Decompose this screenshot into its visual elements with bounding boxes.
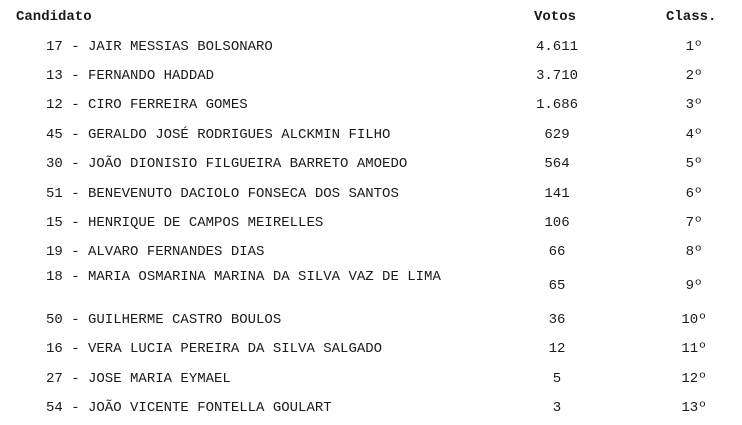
- vote-count: 3.710: [535, 68, 578, 84]
- rank: 7º: [685, 215, 703, 231]
- rank: 2º: [685, 68, 703, 84]
- candidate-name: 18 - MARIA OSMARINA MARINA DA SILVA VAZ DE LIMA: [46, 269, 441, 285]
- candidate-name: 30 - JOÃO DIONISIO FILGUEIRA BARRETO AMOEDO: [46, 156, 408, 172]
- rank: 1º: [685, 39, 703, 55]
- header-rank: Class.: [666, 9, 717, 25]
- candidate-name: 17 - JAIR MESSIAS BOLSONARO: [46, 39, 273, 55]
- table-row: [0, 67, 742, 87]
- candidate-name: 19 - ALVARO FERNANDES DIAS: [46, 244, 265, 260]
- vote-count: 4.611: [535, 39, 578, 55]
- rank: 4º: [685, 127, 703, 143]
- candidate-name: 16 - VERA LUCIA PEREIRA DA SILVA SALGADO: [46, 341, 383, 357]
- table-row: [0, 370, 742, 390]
- table-row: [0, 243, 742, 263]
- candidate-name: 51 - BENEVENUTO DACIOLO FONSECA DOS SANTOS: [46, 186, 399, 202]
- vote-count: 1.686: [535, 97, 578, 113]
- vote-count: 66: [548, 244, 566, 260]
- vote-count: 65: [548, 278, 566, 294]
- table-row: [0, 38, 742, 58]
- candidate-name: 13 - FERNANDO HADDAD: [46, 68, 215, 84]
- candidate-name: 50 - GUILHERME CASTRO BOULOS: [46, 312, 282, 328]
- candidate-name: 27 - JOSE MARIA EYMAEL: [46, 371, 231, 387]
- table-row: [0, 214, 742, 234]
- candidate-name: 15 - HENRIQUE DE CAMPOS MEIRELLES: [46, 215, 324, 231]
- header-candidate: Candidato: [16, 9, 92, 25]
- rank: 12º: [681, 371, 707, 387]
- vote-count: 12: [548, 341, 566, 357]
- rank: 11º: [681, 341, 707, 357]
- table-row: [0, 399, 742, 419]
- vote-count: 5: [552, 371, 562, 387]
- header-votes: Votos: [534, 9, 577, 25]
- vote-count: 36: [548, 312, 566, 328]
- rank: 5º: [685, 156, 703, 172]
- rank: 3º: [685, 97, 703, 113]
- table-row: [0, 268, 742, 306]
- table-row: [0, 311, 742, 331]
- rank: 6º: [685, 186, 703, 202]
- vote-count: 564: [544, 156, 570, 172]
- rank: 9º: [685, 278, 703, 294]
- candidate-name: 12 - CIRO FERREIRA GOMES: [46, 97, 248, 113]
- rank: 13º: [681, 400, 707, 416]
- table-row: [0, 96, 742, 116]
- candidate-name: 54 - JOÃO VICENTE FONTELLA GOULART: [46, 400, 332, 416]
- vote-count: 3: [552, 400, 562, 416]
- rank: 8º: [685, 244, 703, 260]
- rank: 10º: [681, 312, 707, 328]
- table-row: [0, 185, 742, 205]
- vote-count: 106: [544, 215, 570, 231]
- table-row: [0, 155, 742, 175]
- table-row: [0, 340, 742, 360]
- table-row: [0, 126, 742, 146]
- candidate-name: 45 - GERALDO JOSÉ RODRIGUES ALCKMIN FILHO: [46, 127, 391, 143]
- vote-count: 141: [544, 186, 570, 202]
- vote-count: 629: [544, 127, 570, 143]
